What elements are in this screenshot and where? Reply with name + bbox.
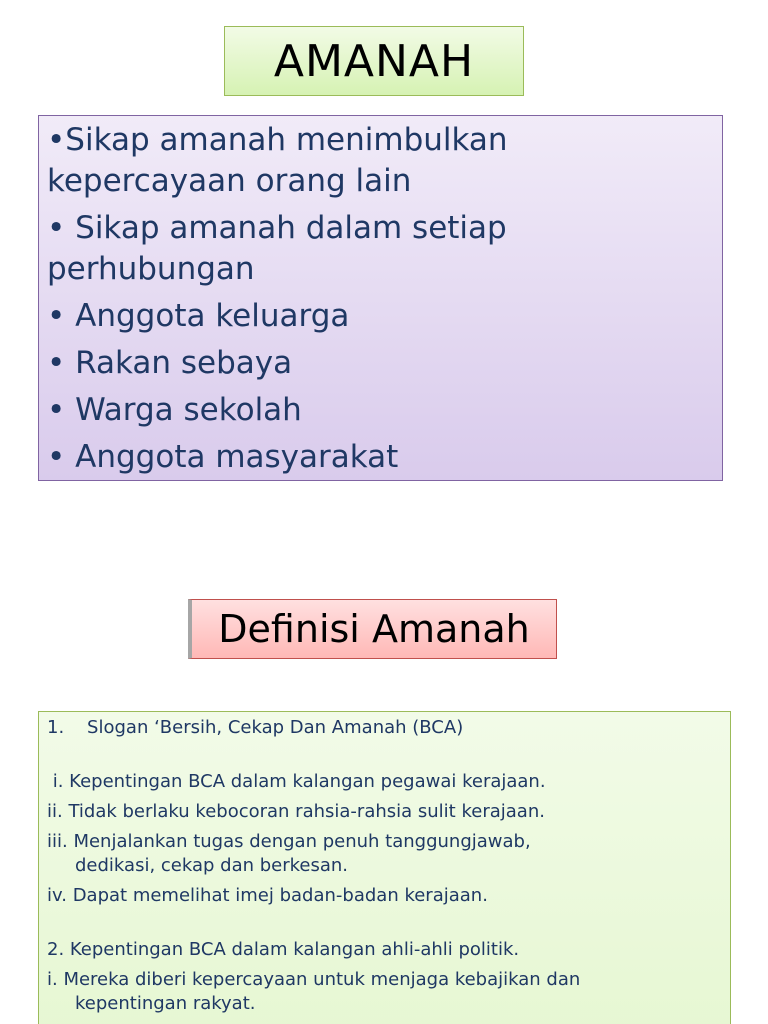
bullet-item [47, 208, 714, 290]
title-box [224, 26, 524, 96]
bullet-item [47, 343, 714, 384]
bullet-text-continued: perhubungan [47, 251, 255, 287]
sub-item-iii [47, 830, 722, 878]
page-title: AMANAH [273, 35, 475, 87]
bullet-item [47, 120, 714, 202]
sub-item-iv: iv. Dapat memelihat imej badan-badan kerajaan. [47, 885, 488, 906]
list-item-1: 1. Slogan ‘Bersih, Cekap Dan Amanah (BCA) [47, 717, 464, 738]
item-2-sub-i-line2: kepentingan rakyat. [75, 993, 256, 1014]
sub-item-ii: ii. Tidak berlaku kebocoran rahsia-rahsia sulit kerajaan. [47, 801, 545, 822]
spacer [47, 914, 722, 938]
bullet-text: • Sikap amanah dalam setiap [47, 210, 507, 246]
definition-heading-box [188, 599, 557, 659]
definition-heading: Definisi Amanah [218, 607, 530, 651]
bullet-list-box [38, 115, 723, 481]
list-item-2: 2. Kepentingan BCA dalam kalangan ahli-ahli politik. [47, 939, 520, 960]
item-2-sub-i [47, 968, 722, 1016]
bullet-text: • Anggota masyarakat [47, 439, 399, 475]
bullet-item [47, 437, 714, 478]
spacer [47, 746, 722, 770]
sub-item-iii-line1: iii. Menjalankan tugas dengan penuh tanggungjawab, [47, 831, 531, 852]
sub-item-i: i. Kepentingan BCA dalam kalangan pegawai kerajaan. [47, 771, 546, 792]
numbered-list-box [38, 711, 731, 1024]
bullet-text: • Anggota keluarga [47, 298, 350, 334]
item-2-sub-i-line1: i. Mereka diberi kepercayaan untuk menjaga kebajikan dan [47, 969, 581, 990]
bullet-text-continued: kepercayaan orang lain [47, 163, 412, 199]
bullet-text: • Warga sekolah [47, 392, 302, 428]
bullet-text: • Rakan sebaya [47, 345, 293, 381]
bullet-item [47, 390, 714, 431]
bullet-item [47, 296, 714, 337]
sub-item-iii-line2: dedikasi, cekap dan berkesan. [75, 855, 349, 876]
bullet-text: •Sikap amanah menimbulkan [47, 122, 508, 158]
